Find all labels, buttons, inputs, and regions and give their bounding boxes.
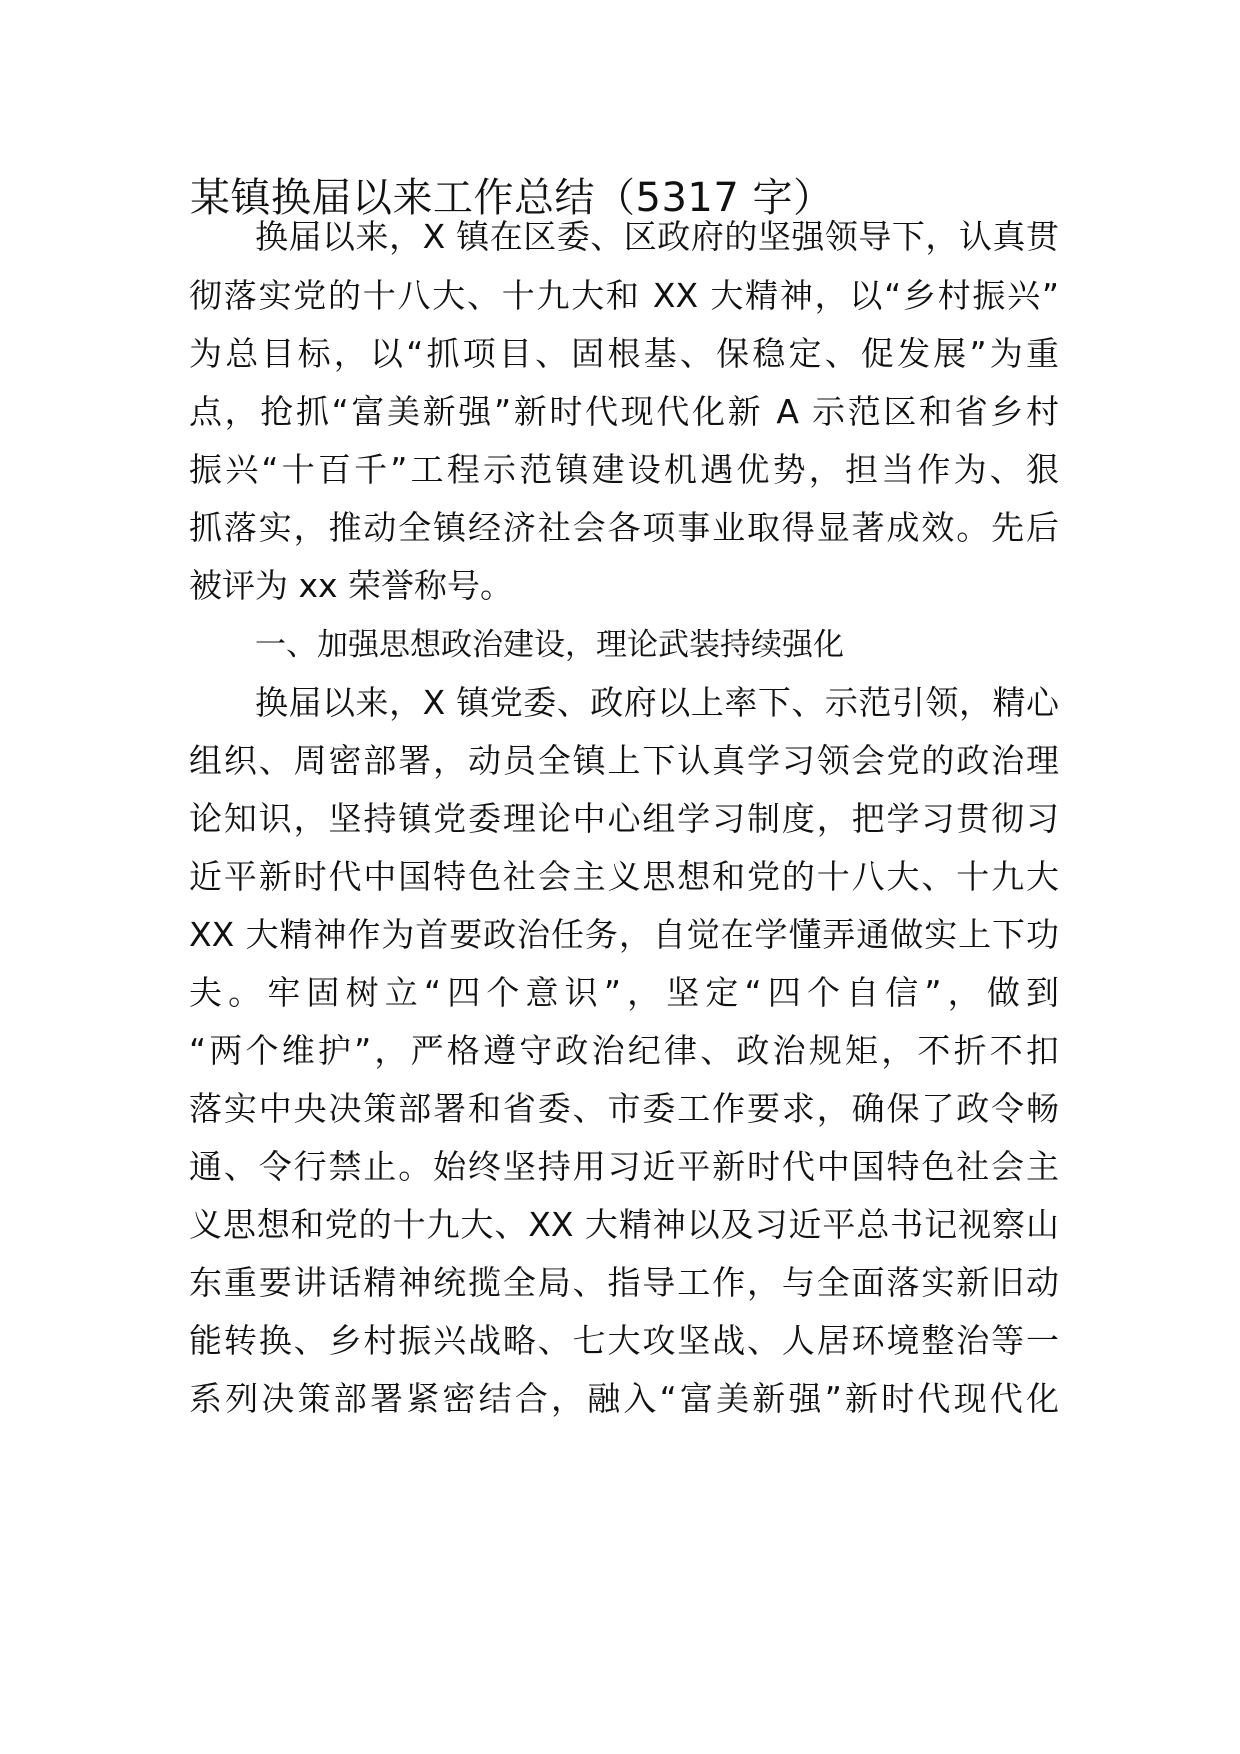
paragraph-2-line-13: 系列决策部署紧密结合，融入“富美新强”新时代现代化 [189, 1379, 1059, 1418]
paragraph-2-line-3: 论知识，坚持镇党委理论中心组学习制度，把学习贯彻习 [189, 799, 1059, 838]
paragraph-2-line-12: 能转换、乡村振兴战略、七大攻坚战、人居环境整治等一 [189, 1321, 1059, 1360]
paragraph-2-line-11: 东重要讲话精神统揽全局、指导工作，与全面落实新旧动 [189, 1263, 1059, 1302]
document-title: 某镇换届以来工作总结（5317 字） [190, 175, 834, 221]
section-1-heading: 一、加强思想政治建设，理论武装持续强化 [255, 627, 844, 663]
paragraph-1-line-4: 点，抢抓“富美新强”新时代现代化新 A 示范区和省乡村 [189, 392, 1059, 431]
paragraph-2-line-8: 落实中央决策部署和省委、市委工作要求，确保了政令畅 [189, 1089, 1059, 1128]
paragraph-1-line-1: 换届以来，X 镇在区委、区政府的坚强领导下，认真贯 [255, 217, 1059, 256]
paragraph-2-line-1: 换届以来，X 镇党委、政府以上率下、示范引领，精心 [255, 683, 1059, 722]
paragraph-2-line-7: “两个维护”，严格遵守政治纪律、政治规矩，不折不扣 [189, 1031, 1059, 1070]
paragraph-2-line-2: 组织、周密部署，动员全镇上下认真学习领会党的政治理 [189, 741, 1059, 780]
paragraph-1-line-7: 被评为 xx 荣誉称号。 [189, 566, 514, 605]
paragraph-2-line-10: 义思想和党的十九大、XX 大精神以及习近平总书记视察山 [189, 1205, 1059, 1244]
paragraph-2-line-5: XX 大精神作为首要政治任务，自觉在学懂弄通做实上下功 [189, 915, 1059, 954]
paragraph-2-line-6: 夫。牢固树立“四个意识”，坚定“四个自信”，做到 [189, 973, 1059, 1012]
paragraph-2-line-9: 通、令行禁止。始终坚持用习近平新时代中国特色社会主 [189, 1147, 1059, 1186]
paragraph-1-line-5: 振兴“十百千”工程示范镇建设机遇优势，担当作为、狠 [189, 450, 1059, 489]
paragraph-1-line-3: 为总目标，以“抓项目、固根基、保稳定、促发展”为重 [189, 334, 1059, 373]
paragraph-1-line-6: 抓落实，推动全镇经济社会各项事业取得显著成效。先后 [189, 508, 1059, 547]
paragraph-1-line-2: 彻落实党的十八大、十九大和 XX 大精神，以“乡村振兴” [189, 276, 1059, 315]
paragraph-2-line-4: 近平新时代中国特色社会主义思想和党的十八大、十九大 [189, 857, 1059, 896]
